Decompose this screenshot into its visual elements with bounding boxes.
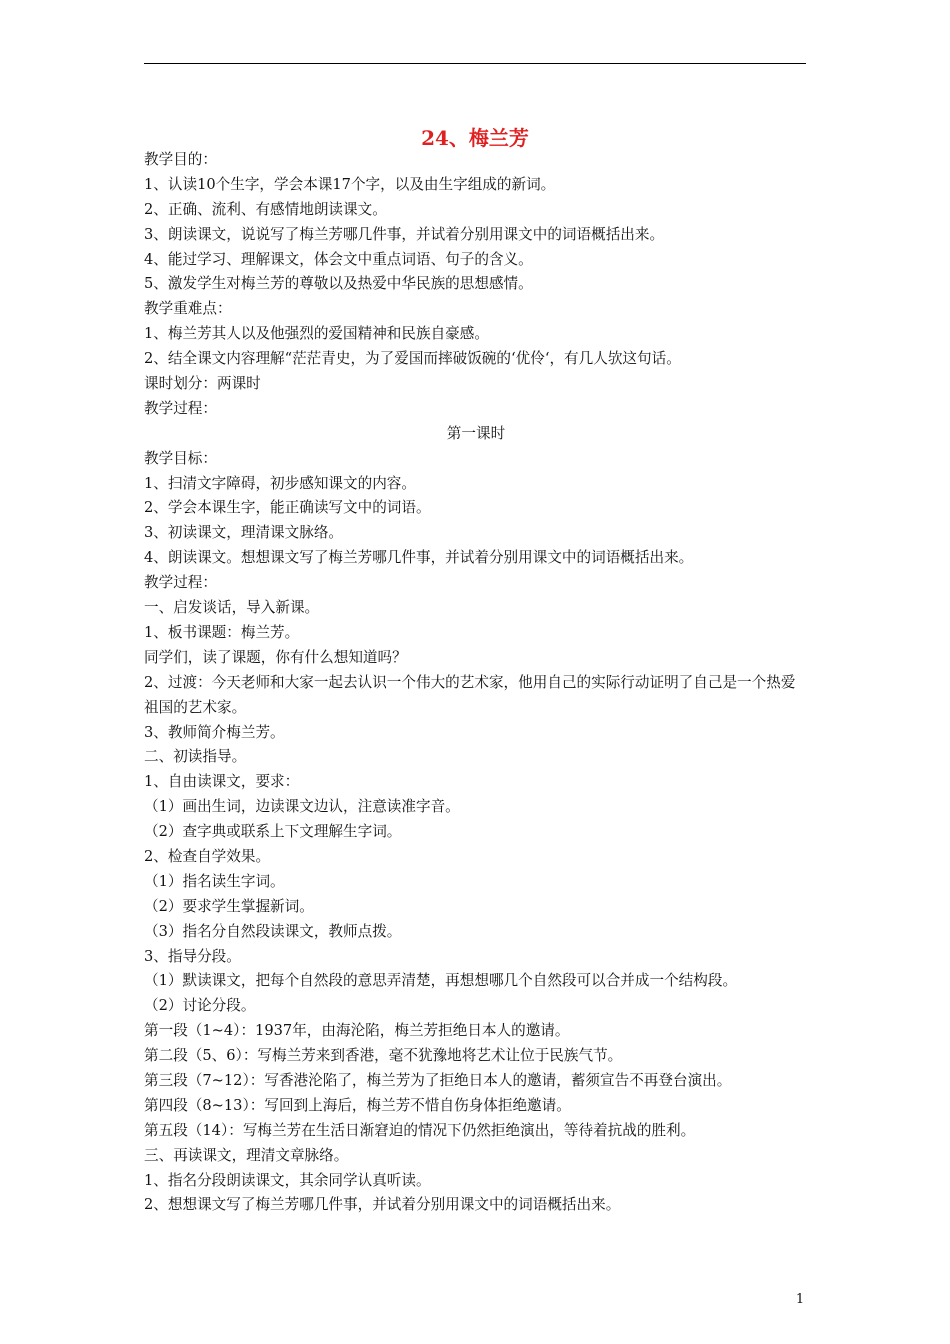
text-line: 1、认读10个生字，学会本课17个字，以及由生字组成的新词。 [144,175,556,193]
text-line: 课时划分：两课时 [144,375,261,393]
text-line: 教学目标： [144,449,217,467]
text-line: 第三段（7~12）：写香港沦陷了，梅兰芳为了拒绝日本人的邀请，蓄须宣告不再登台演出。 [144,1071,732,1089]
text-line: 2、结全课文内容理解“茫茫青史，为了爱国而摔破饭碗的‘优伶‘，有几人欤这句话。 [144,350,681,368]
text-line: 3、教师简介梅兰芳。 [144,723,285,741]
text-line: 2、学会本课生字，能正确读写文中的词语。 [144,499,431,517]
text-line: 5、激发学生对梅兰芳的尊敬以及热爱中华民族的思想感情。 [144,275,533,293]
text-line: （1）画出生词，边读课文边认，注意读准字音。 [144,798,460,816]
text-line: 2、检查自学效果。 [144,847,271,865]
text-line: （1）默读课文，把每个自然段的意思弄清楚，再想想哪几个自然段可以合并成一个结构段。 [144,972,738,990]
text-line: 第二段（5、6）：写梅兰芳来到香港，毫不犹豫地将艺术让位于民族气节。 [144,1047,623,1065]
text-line: 1、自由读课文，要求： [144,773,300,791]
text-line: 二、初读指导。 [144,748,247,766]
text-line: （3）指名分自然段读课文，教师点拨。 [144,922,402,940]
text-line: 同学们，读了课题，你有什么想知道吗？ [144,648,407,666]
text-line: 2、想想课文写了梅兰芳哪几件事，并试着分别用课文中的词语概括出来。 [144,1196,621,1214]
text-line: （2）讨论分段。 [144,997,256,1015]
text-line: 三、再读课文，理清文章脉络。 [144,1146,349,1164]
section-heading: 第一课时 [446,424,506,442]
text-line: 第一段（1~4）：1937年，由海沦陷，梅兰芳拒绝日本人的邀请。 [144,1022,570,1040]
page-number: 1 [795,1292,805,1307]
text-line: 教学目的： [144,151,217,168]
text-line: 3、指导分段。 [144,947,241,965]
text-line: （1）指名读生字词。 [144,872,285,890]
text-line: 1、梅兰芳其人以及他强烈的爱国精神和民族自豪感。 [144,325,489,343]
text-line: 教学过程： [144,399,217,417]
text-line: 第四段（8~13）：写回到上海后，梅兰芳不惜自伤身体拒绝邀请。 [144,1096,571,1114]
document-body [144,148,808,1218]
text-line: （2）查字典或联系上下文理解生字词。 [144,823,402,841]
text-line: 1、扫清文字障碍，初步感知课文的内容。 [144,474,416,492]
text-line: 4、朗读课文。想想课文写了梅兰芳哪几件事，并试着分别用课文中的词语概括出来。 [144,549,694,567]
text-line: 2、正确、流利、有感情地朗读课文。 [144,200,387,218]
text-line: 1、指名分段朗读课文，其余同学认真听读。 [144,1171,431,1189]
text-line: 3、初读课文，理清课文脉络。 [144,524,344,542]
text-line: 教学过程： [144,574,217,592]
text-line: 1、板书课题：梅兰芳。 [144,623,300,641]
header-rule [144,63,806,64]
text-line: （2）要求学生掌握新词。 [144,897,314,915]
text-paragraph: 2、过渡：今天老师和大家一起去认识一个伟大的艺术家，他用自己的实际行动证明了自己是一个热爱祖国的艺术家。 [144,673,796,716]
text-line: 第五段（14）：写梅兰芳在生活日渐窘迫的情况下仍然拒绝演出，等待着抗战的胜利。 [144,1121,696,1139]
text-line: 一、启发谈话，导入新课。 [144,599,320,617]
page-title: 24、梅兰芳 [421,126,529,150]
text-line: 教学重难点： [144,300,232,318]
text-line: 3、朗读课文，说说写了梅兰芳哪几件事，并试着分别用课文中的词语概括出来。 [144,225,665,243]
text-line: 4、能过学习、理解课文，体会文中重点词语、句子的含义。 [144,250,533,268]
